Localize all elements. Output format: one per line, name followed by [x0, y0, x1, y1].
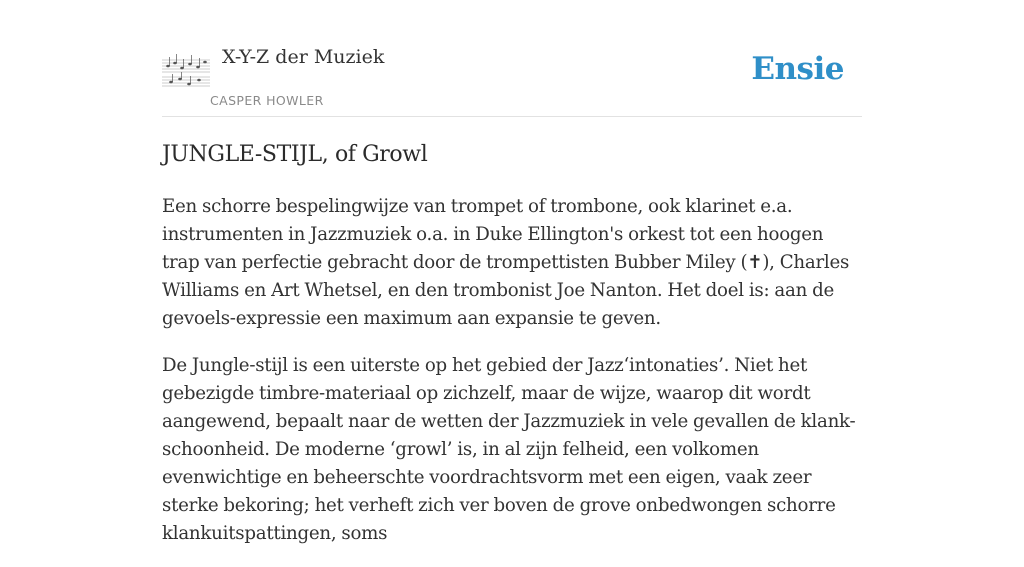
- author-name[interactable]: CASPER HOWLER: [210, 93, 324, 108]
- book-title[interactable]: X-Y-Z der Muziek: [222, 46, 385, 68]
- sheet-music-icon[interactable]: [162, 46, 210, 90]
- paragraph-2: De Jungle-stijl is een uiterste op het gebied der Jazz‘intonaties’. Niet het gebezigde timbre-materiaal op zichzelf, maar de wijze, waarop dit wordt aangewend, bepaalt naar de wetten der Jazzmuziek in vele gevallen de klank-schoonheid. De moderne ‘growl’ is, in al zijn felheid, een volkomen evenwichtige en beheerschte voordrachtsvorm met een eigen, vaak zeer sterke bekoring; het verheft zich ver boven de grove onbedwongen schorre klankuitspattingen, soms: [162, 355, 856, 544]
- site-header: [162, 40, 862, 117]
- entry-title: JUNGLE-STIJL, of Growl: [162, 142, 428, 167]
- article: [162, 138, 862, 567]
- brand-logo-link[interactable]: Ensie: [751, 51, 844, 87]
- paragraph-1: Een schorre bespelingwijze van trompet of trombone, ook klarinet e.a. instrumenten in Jazzmuziek o.a. in Duke Ellington's orkest tot een hoogen trap van perfectie gebracht door de trompettisten Bubber Miley (✝), Charles Williams en Art Whetsel, en den trombonist Joe Nanton. Het doel is: aan de gevoels-expressie een maximum aan expansie te geven.: [162, 196, 850, 329]
